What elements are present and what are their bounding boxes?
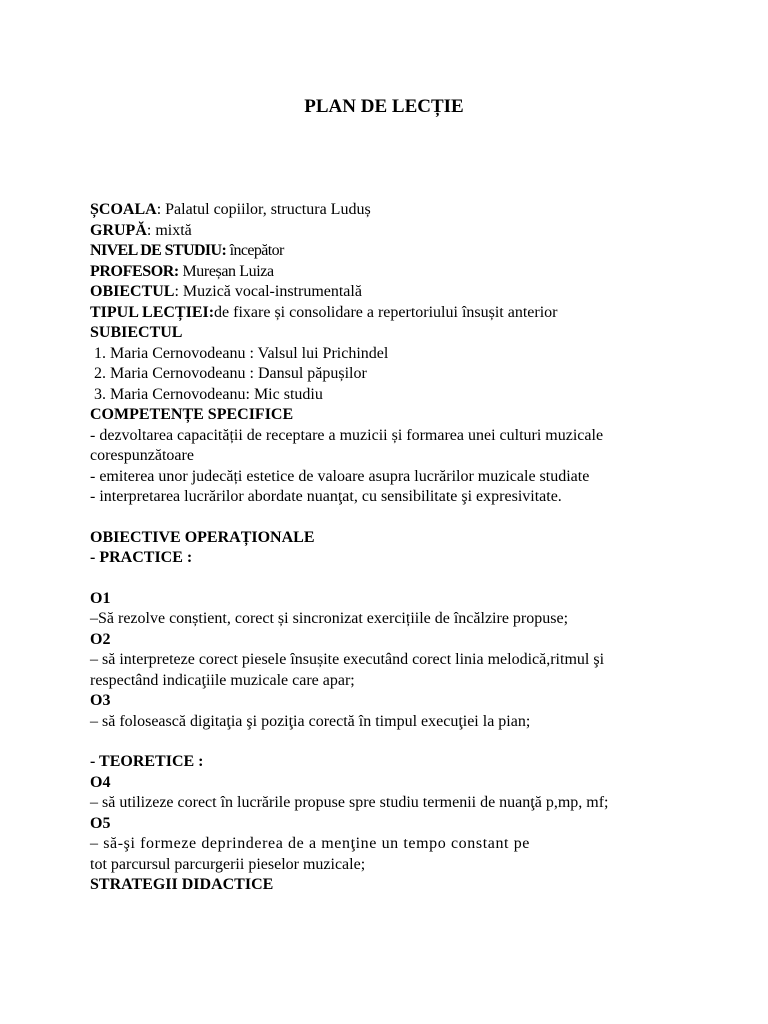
objective-o5-label: O5 [90,814,111,832]
competence-item-2: - emiterea unor judecăți estetice de valoare asupra lucrărilor muzicale studiate [90,467,590,485]
level-label: NIVEL DE STUDIU: [90,242,227,259]
objective-o4-label: O4 [90,773,111,791]
objective-o5-text-2: tot parcursul parcurgerii pieselor muzicale; [90,855,366,873]
lesson-type-value: de fixare și consolidare a repertoriului însușit anterior [214,303,558,321]
level-line [90,241,710,262]
competence-item-1: - dezvoltarea capacității de receptare a muzicii și formarea unei culturi muzicale [90,426,604,444]
objective-o3-label: O3 [90,692,111,709]
objective-o1-text: –Să rezolve conștient, corect și sincronizat exercițiile de încălzire propuse; [90,610,569,627]
document-body [90,200,710,896]
level-value: începător [226,242,284,259]
objective-o2-text-2: respectând indicaţiile muzicale care apar; [90,671,355,689]
competence-item-1-cont: corespunzătoare [90,447,194,464]
subject-item-3: 3. Maria Cernovodeanu: Mic studiu [94,385,323,403]
lesson-type-label: TIPUL LECȚIEI: [90,303,215,321]
objectives-heading: OBIECTIVE OPERAȚIONALE [90,528,315,546]
theoretical-heading: - TEORETICE : [90,753,204,770]
objective-o2-label: O2 [90,630,111,648]
teacher-value: Mureșan Luiza [178,262,274,280]
strategies-heading: STRATEGII DIDACTICE [90,876,274,893]
competences-heading: COMPETENȚE SPECIFICE [90,406,294,423]
spacer [90,569,710,589]
objective-o3-text: – să folosească digitaţia şi poziţia corectă în timpul execuţiei la pian; [90,712,531,730]
objective-o4-text: – să utilizeze corect în lucrările propuse spre studiu termenii de nuanţă p,mp, mf; [90,794,609,811]
subject-heading: SUBIECTUL [90,324,183,341]
subject-area-line [90,282,710,303]
group-label: GRUPĂ [90,221,147,239]
subject-area-value: : Muzică vocal-instrumentală [174,283,362,300]
subject-item-2: 2. Maria Cernovodeanu : Dansul păpușilor [94,365,367,382]
school-label: ȘCOALA [90,201,157,218]
teacher-line [90,262,710,283]
objective-o1-label: O1 [90,589,111,607]
group-line [90,221,710,242]
competence-item-3: - interpretarea lucrărilor abordate nuanţat, cu sensibilitate şi expresivitate. [90,488,562,505]
teacher-label: PROFESOR: [90,262,179,280]
subject-area-label: OBIECTUL [90,283,175,300]
objective-o5-text-1: – să-şi formeze deprinderea de a menţine un tempo constant pe [90,835,530,852]
subject-item-1: 1. Maria Cernovodeanu : Valsul lui Prichindel [94,344,389,362]
spacer [90,732,710,752]
group-value: : mixtă [146,221,192,239]
school-value: : Palatul copiilor, structura Luduș [156,201,371,218]
page-title: PLAN DE LECȚIE [304,96,464,117]
objective-o2-text-1: – să interpreteze corect piesele însușite executând corect linia melodică,ritmul şi [90,651,605,668]
spacer [90,508,710,528]
practical-heading: - PRACTICE : [90,549,193,566]
lesson-type-line [90,303,710,324]
school-line [90,200,710,221]
